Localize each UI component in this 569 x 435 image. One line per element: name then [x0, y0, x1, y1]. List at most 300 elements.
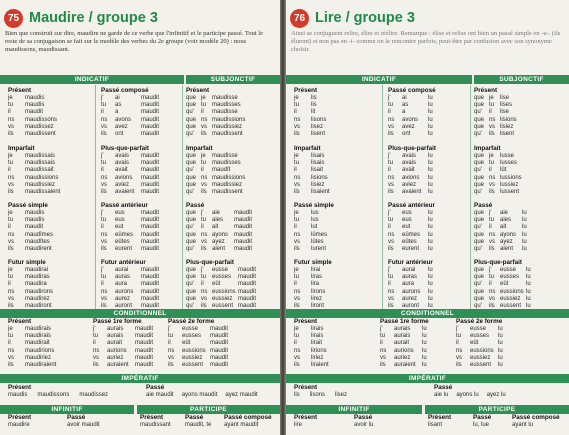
conjugation-line: [388, 117, 436, 124]
conjugation-word: eussent: [470, 361, 492, 368]
conjugation-word: qu': [474, 109, 482, 116]
tense-cond-passe1: [93, 318, 153, 369]
conjugation-line: [388, 182, 436, 189]
conjugation-line: [101, 289, 159, 296]
tense-heading: Présent: [474, 87, 498, 94]
conjugation-word: eusse: [500, 267, 517, 274]
conjugation-word: lu: [422, 340, 427, 347]
conjugation-word: je: [8, 153, 13, 160]
participe-bar: PARTICIPE: [425, 405, 569, 414]
conjugation-word: qu': [474, 302, 482, 309]
conjugation-word: eussions: [182, 347, 206, 354]
conjugation-word: vs: [489, 238, 495, 245]
conjugation-word: lu: [428, 210, 433, 217]
tense-passe-anterieur: [101, 202, 159, 253]
conjugation-word: avons: [115, 116, 132, 123]
conjugation-word: lût: [500, 167, 507, 174]
tense-heading: Présent: [294, 414, 318, 421]
conjugation-word: ayant maudit: [224, 422, 259, 428]
tense-imparfait: [294, 145, 330, 196]
conjugation-line: [186, 232, 252, 239]
conjugation-word: maudit: [238, 274, 257, 281]
conjugation-word: lûtes: [311, 238, 324, 245]
tense-heading: Présent: [294, 87, 318, 94]
conjugation-word: lu: [428, 102, 433, 109]
imperatif-present: [8, 384, 118, 399]
conjugation-word: que: [474, 123, 485, 130]
conjugation-word: lirais: [311, 333, 324, 340]
conjugation-word: tu: [489, 217, 495, 224]
conjugation-word: lu: [422, 347, 427, 354]
conjugation-word: je: [8, 210, 13, 217]
conjugation-line: [294, 210, 334, 217]
conjugation-word: ns: [101, 174, 108, 181]
conjugation-word: qu': [186, 130, 194, 137]
conjugation-word: maudirons: [25, 288, 54, 295]
conjugation-word: tu: [380, 333, 386, 340]
conjugation-word: lusses: [500, 160, 518, 167]
conjugation-word: maudis: [8, 392, 28, 398]
conjugation-word: vs: [8, 354, 14, 361]
conjugation-word: lu: [428, 231, 433, 238]
conjugation-word: avez: [402, 123, 415, 130]
conjugation-word: lisions: [500, 116, 517, 123]
conjugation-word: maudisses: [212, 102, 241, 109]
conjugation-line: [294, 296, 332, 303]
tense-passe-simple: [8, 202, 53, 253]
conjugation-word: il: [101, 281, 104, 288]
conjugation-line: [93, 348, 153, 355]
conjugation-word: maudit: [234, 224, 253, 231]
conjugation-word: maudissions: [212, 174, 246, 181]
conjugation-word: vs: [294, 354, 300, 361]
conjugation-word: lu: [522, 217, 527, 224]
conjugation-word: lu: [522, 224, 527, 231]
conjugation-line: [474, 239, 527, 246]
conjugation-word: tu: [294, 102, 300, 109]
conjugation-word: que: [186, 267, 197, 274]
subjonctif-bar: SUBJONCTIF: [474, 75, 569, 84]
conjugation-word: maudis: [25, 217, 45, 224]
conjugation-word: eurent: [115, 245, 133, 252]
conjugation-word: maudit: [25, 109, 44, 116]
conjugation-word: maudissant: [140, 422, 171, 428]
conjugation-line: [388, 175, 436, 182]
conjugation-word: tu: [8, 217, 14, 224]
conjugation-word: ns: [8, 231, 15, 238]
conjugation-word: lu: [498, 333, 503, 340]
conjugation-line: [474, 210, 527, 217]
conjugation-word: maudit: [141, 188, 160, 195]
conjugation-word: maudit, te: [185, 422, 212, 428]
tense-futur-anterieur: [388, 259, 433, 310]
conjugation-line: [294, 117, 326, 124]
conjugation-word: maudit: [210, 326, 229, 333]
mode-part-present: [140, 414, 171, 429]
conjugation-word: lu: [428, 274, 433, 281]
conjugation-line: [294, 224, 334, 231]
conjugation-word: maudirez: [25, 295, 50, 302]
conjugation-word: que: [474, 102, 485, 109]
conjugation-word: eus: [115, 210, 125, 217]
conjugation-word: lire: [294, 422, 303, 428]
conjugation-line: [8, 289, 53, 296]
tense-cond-present: [8, 318, 56, 369]
conjugation-word: je: [294, 267, 299, 274]
conjugation-line: [456, 362, 503, 369]
conjugation-word: maudit: [141, 210, 160, 217]
conjugation-word: que: [186, 210, 197, 217]
conjugation-word: maudit: [210, 333, 229, 340]
conjugation-word: aura: [115, 281, 128, 288]
conjugation-word: lirons: [311, 288, 326, 295]
conjugation-word: que: [474, 267, 485, 274]
tense-heading: Passé: [185, 414, 204, 421]
conjugation-line: [8, 109, 57, 116]
conjugation-word: vs: [294, 123, 300, 130]
conjugation-word: lu: [526, 288, 531, 295]
conjugation-word: aura: [402, 281, 415, 288]
conjugation-word: lisez: [311, 123, 324, 130]
conjugation-word: ns: [201, 174, 208, 181]
mode-part-present: [428, 414, 451, 429]
conjugation-word: je: [294, 326, 299, 333]
imperatif-values: [434, 392, 514, 399]
conjugation-word: maudirais: [25, 326, 52, 333]
conjugation-line: [380, 340, 429, 347]
conjugation-word: lirai: [311, 267, 321, 274]
conjugation-word: lisions: [311, 174, 328, 181]
conjugation-word: aies: [500, 217, 512, 224]
conjugation-word: eus: [402, 210, 412, 217]
tense-heading: Plus-que-parfait: [186, 259, 234, 266]
conjugation-line: [388, 189, 436, 196]
conjugation-word: que: [474, 181, 485, 188]
tense-heading: Passé antérieur: [388, 202, 435, 209]
conjugation-word: ns: [101, 231, 108, 238]
conjugation-word: maudit: [141, 109, 160, 116]
conjugation-word: ils: [201, 302, 207, 309]
imperatif-values: [8, 392, 118, 399]
conjugation-word: vs: [201, 123, 207, 130]
conjugation-word: maudit: [210, 340, 229, 347]
conjugation-word: maudissiez: [25, 181, 56, 188]
conjugation-line: [294, 189, 330, 196]
conjugation-line: [168, 355, 228, 362]
conjugation-word: ns: [456, 347, 463, 354]
conjugation-word: il: [388, 109, 391, 116]
conjugation-line: [474, 131, 517, 138]
conjugation-word: ils: [8, 245, 14, 252]
conjugation-line: [8, 167, 60, 174]
conjugation-word: vs: [201, 238, 207, 245]
conjugation-word: maudit: [135, 361, 154, 368]
tense-passe-simple: [294, 202, 334, 253]
conjugation-line: [8, 160, 60, 167]
conjugation-word: maudit: [210, 347, 229, 354]
conjugation-word: maudit: [135, 340, 154, 347]
conjugation-word: lu: [428, 167, 433, 174]
conjugation-word: lirions: [311, 347, 327, 354]
conjugation-line: [380, 326, 429, 333]
conjugation-word: lira: [311, 281, 320, 288]
conjugation-word: lu: [526, 302, 531, 309]
conjugation-word: je: [201, 153, 206, 160]
conjugation-line: [388, 95, 436, 102]
conjugation-line: [456, 333, 503, 340]
conjugation-word: que: [474, 174, 485, 181]
mode-value: [8, 422, 31, 429]
conjugation-word: ils: [8, 302, 14, 309]
conjugation-word: maudira: [25, 281, 47, 288]
conjugation-line: [456, 348, 503, 355]
tense-heading: Imparfait: [294, 145, 321, 152]
conjugation-word: ns: [8, 174, 15, 181]
conjugation-word: lurent: [311, 245, 327, 252]
conjugation-word: maudit: [141, 167, 160, 174]
conjugation-line: [456, 326, 503, 333]
conjugation-word: ns: [8, 288, 15, 295]
conjugation-word: tu: [294, 217, 300, 224]
conjugation-line: [186, 95, 245, 102]
conjugation-line: [8, 355, 56, 362]
tense-heading: Passé composé: [224, 414, 272, 421]
conjugation-word: que: [186, 102, 197, 109]
conjugation-line: [294, 153, 330, 160]
conjugation-line: [388, 289, 433, 296]
conjugation-word: il: [456, 340, 459, 347]
conjugation-word: il: [168, 340, 171, 347]
conjugation-word: ils: [388, 130, 394, 137]
conjugation-word: lu: [522, 210, 527, 217]
conjugation-line: [294, 95, 326, 102]
conjugation-word: ai: [402, 95, 407, 102]
conjugation-word: maudiriez: [25, 354, 52, 361]
conjugation-word: avais: [115, 160, 130, 167]
conjugation-word: vs: [294, 295, 300, 302]
imperatif-present: [294, 384, 357, 399]
conjugation-word: vs: [101, 181, 107, 188]
conjugation-word: maudit: [141, 160, 160, 167]
conjugation-word: as: [115, 102, 122, 109]
conjugation-word: maudissent: [212, 188, 243, 195]
conjugation-word: avaient: [115, 188, 135, 195]
participe-bar: PARTICIPE: [137, 405, 280, 414]
conjugation-word: maudisse: [212, 95, 238, 102]
conjugation-word: lises: [500, 102, 513, 109]
conjugation-word: vs: [380, 354, 386, 361]
conjugation-word: maudissent: [212, 130, 243, 137]
conjugation-line: [294, 326, 329, 333]
conjugation-line: [101, 232, 159, 239]
conjugation-line: [101, 175, 159, 182]
tense-heading: Passé antérieur: [101, 202, 148, 209]
conjugation-line: [456, 355, 503, 362]
tense-subj-imparfait: [474, 145, 522, 196]
conjugation-word: maudit: [135, 347, 154, 354]
conjugation-word: aient: [212, 245, 226, 252]
conjugation-word: lit: [311, 109, 316, 116]
conjugation-word: ont: [115, 130, 124, 137]
conjugation-word: tu: [101, 102, 107, 109]
conjugation-line: [93, 355, 153, 362]
conjugation-word: il: [8, 167, 11, 174]
conjugation-word: lu: [422, 361, 427, 368]
mode-value: [354, 422, 373, 429]
conjugation-word: eussent: [182, 361, 204, 368]
conjugation-word: il: [294, 167, 297, 174]
conjugation-word: vs: [8, 295, 14, 302]
conjugation-line: [8, 217, 53, 224]
conjugation-line: [186, 246, 252, 253]
conjugation-line: [8, 124, 57, 131]
conjugation-word: lisons: [311, 116, 327, 123]
conjugation-word: maudit: [238, 288, 257, 295]
conjugation-line: [101, 117, 159, 124]
conjugation-line: [168, 340, 228, 347]
tense-cond-passe2: [168, 318, 228, 369]
conjugation-word: avez: [115, 123, 128, 130]
conjugation-line: [8, 189, 60, 196]
conjugation-word: lu: [522, 238, 527, 245]
conjugation-word: tu: [388, 102, 394, 109]
verb-header: [4, 8, 158, 28]
conjugation-word: il: [388, 167, 391, 174]
conjugation-line: [8, 348, 56, 355]
conjugation-word: que: [474, 210, 485, 217]
imperatif-bar: IMPÉRATIF: [286, 374, 569, 383]
conjugation-word: maudit: [141, 302, 160, 309]
conjugation-word: tu: [168, 333, 174, 340]
conjugation-word: lis: [311, 102, 317, 109]
conjugation-word: que: [186, 95, 197, 102]
conjugation-word: ns: [201, 231, 208, 238]
conjugation-line: [93, 340, 153, 347]
conjugation-word: vs: [8, 123, 14, 130]
verb-intro: Ainsi se conjuguent relire, élire et réélire. Remarque : élise et relise ont bien un passé simple en -u-. (ils élurent) et non pas en -i- comme on le rencontre parfois, peut-être par confusion avec son synonyme choisir.: [291, 30, 561, 53]
conjugation-line: [8, 246, 53, 253]
conjugation-line: [101, 189, 159, 196]
conjugation-word: maudit: [141, 245, 160, 252]
conjugation-word: maudîmes: [25, 231, 54, 238]
conjugation-line: [294, 274, 332, 281]
tense-subj-pqp: [474, 259, 531, 310]
conjugation-line: [186, 224, 252, 231]
conjugation-word: vs: [294, 238, 300, 245]
tense-imparfait: [8, 145, 60, 196]
conjugation-word: avais: [402, 153, 417, 160]
conjugation-word: ils: [489, 188, 495, 195]
conjugation-line: [186, 175, 245, 182]
conjugation-word: j': [456, 326, 459, 333]
conjugation-word: ns: [168, 347, 175, 354]
conjugation-word: maudirent: [25, 245, 52, 252]
conjugation-word: lu: [428, 267, 433, 274]
conjugation-line: [8, 232, 53, 239]
conjugation-word: ayez lu: [486, 392, 506, 398]
conjugation-word: maudissons: [25, 116, 58, 123]
conjugation-word: tu: [456, 333, 462, 340]
conjugation-word: tu: [8, 333, 14, 340]
tense-heading: Passé composé: [388, 87, 436, 94]
conjugation-word: lisons: [309, 392, 326, 398]
conjugation-word: ils: [388, 245, 394, 252]
conjugation-word: liriez: [311, 354, 324, 361]
conjugation-word: je: [201, 95, 206, 102]
conjugation-line: [294, 362, 329, 369]
conjugation-word: maudissent: [25, 130, 56, 137]
conjugation-word: ils: [201, 188, 207, 195]
conjugation-word: eusses: [182, 333, 202, 340]
conjugation-word: lu: [428, 217, 433, 224]
conjugation-word: il: [294, 281, 297, 288]
conjugation-line: [168, 348, 228, 355]
conjugation-word: eut: [402, 224, 411, 231]
conjugation-word: maudit: [238, 295, 257, 302]
conjugation-line: [101, 167, 159, 174]
tense-heading: Passé 2e forme: [456, 318, 503, 325]
conjugation-word: tu: [388, 274, 394, 281]
conjugation-line: [294, 131, 326, 138]
conjugation-line: [8, 362, 56, 369]
conjugation-word: avais: [115, 153, 130, 160]
conjugation-word: il: [489, 224, 492, 231]
conjugation-word: j': [388, 267, 391, 274]
conjugation-word: avions: [402, 174, 420, 181]
conjugation-word: aurions: [107, 347, 127, 354]
conjugation-word: lisiez: [311, 181, 325, 188]
conjugation-word: avaient: [402, 188, 422, 195]
conjugation-word: maudisses: [212, 160, 241, 167]
conjugation-word: ns: [489, 231, 496, 238]
conjugation-word: qu': [474, 245, 482, 252]
conjugation-word: tu: [101, 217, 107, 224]
conjugation-word: ont: [402, 130, 411, 137]
conjugation-word: maudissiez: [212, 123, 243, 130]
conjugation-word: lus: [311, 210, 319, 217]
conjugation-word: que: [186, 238, 197, 245]
conjugation-word: qu': [474, 167, 482, 174]
conjugation-word: maudit: [141, 130, 160, 137]
conjugation-line: [93, 333, 153, 340]
conjugation-word: que: [474, 153, 485, 160]
conjugation-word: maudit: [234, 210, 253, 217]
conjugation-line: [101, 296, 159, 303]
conjugation-word: ns: [294, 116, 301, 123]
conjugation-word: avait: [115, 167, 128, 174]
conjugation-word: je: [8, 267, 13, 274]
conjugation-word: maudissez: [79, 392, 109, 398]
conjugation-word: ayons: [500, 231, 517, 238]
tense-heading: Passé 1re forme: [93, 318, 142, 325]
conjugation-word: ns: [101, 288, 108, 295]
conjugation-line: [474, 153, 522, 160]
conjugation-word: liront: [311, 302, 325, 309]
conjugation-word: maudît: [212, 167, 231, 174]
conjugation-line: [101, 224, 159, 231]
conjugation-word: ait: [500, 224, 507, 231]
mode-value: [67, 422, 100, 429]
conjugation-word: auront: [402, 302, 420, 309]
conjugation-line: [8, 175, 60, 182]
conjugation-word: ils: [489, 130, 495, 137]
conjugation-word: lisais: [311, 160, 325, 167]
conjugation-word: vs: [201, 295, 207, 302]
tense-heading: Plus-que-parfait: [388, 145, 436, 152]
indicatif-bar: INDICATIF: [286, 75, 472, 84]
conjugation-word: il: [201, 224, 204, 231]
conjugation-word: maudit: [141, 288, 160, 295]
